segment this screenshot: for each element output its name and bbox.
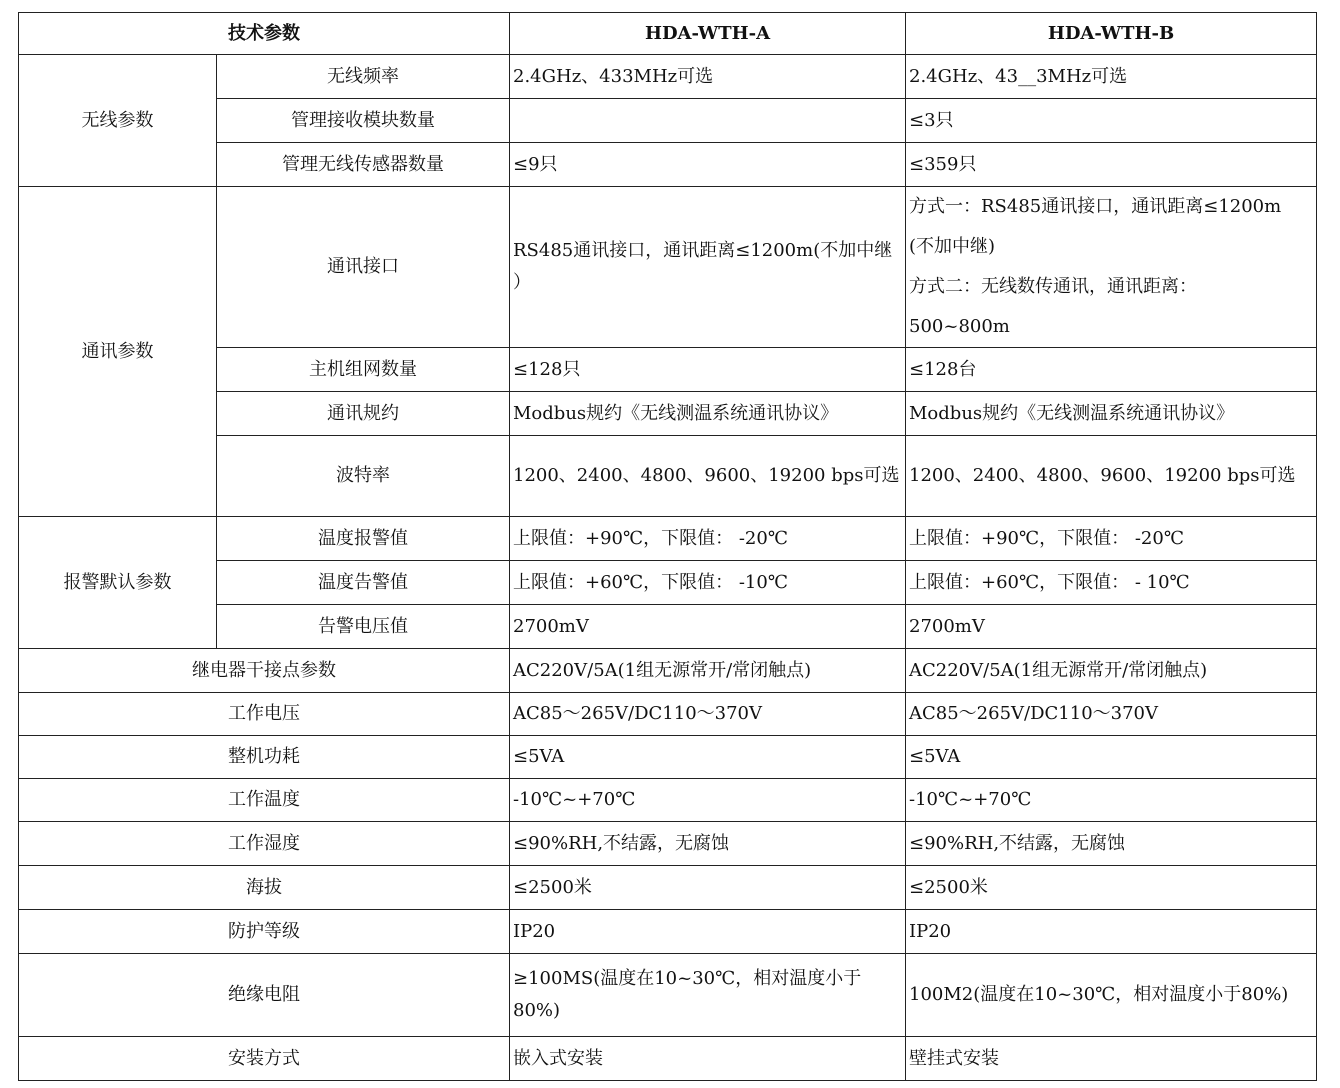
row-label: 工作电压	[19, 693, 510, 736]
table-row	[19, 779, 1317, 822]
row-label: 工作温度	[19, 779, 510, 822]
cell-a: ≤128只	[510, 348, 906, 392]
cell-a: 1200、2400、4800、9600、19200 bps可选	[510, 436, 906, 517]
cell-b: 上限值：+90℃，下限值： -20℃	[906, 517, 1317, 561]
table-row	[19, 187, 1317, 348]
row-label: 温度报警值	[217, 517, 510, 561]
group-alarm: 报警默认参数	[19, 517, 217, 649]
cell-a: 嵌入式安装	[510, 1037, 906, 1081]
table-row	[19, 866, 1317, 910]
cell-b: 上限值：+60℃，下限值： - 10℃	[906, 561, 1317, 605]
cell-a: ≥100MS(温度在10~30℃，相对温度小于80%)	[510, 954, 906, 1037]
row-label: 无线频率	[217, 55, 510, 99]
cell-b-line: 方式一：RS485通讯接口，通讯距离≤1200m	[909, 196, 1282, 217]
cell-b-line: 方式二：无线数传通讯，通讯距离：	[909, 276, 1197, 297]
table-row	[19, 517, 1317, 561]
row-label: 海拔	[19, 866, 510, 910]
cell-a: ≤9只	[510, 143, 906, 187]
row-label: 防护等级	[19, 910, 510, 954]
cell-b: 2.4GHz、43__3MHz可选	[906, 55, 1317, 99]
table-row	[19, 954, 1317, 1037]
header-param: 技术参数	[19, 13, 510, 55]
cell-b: 1200、2400、4800、9600、19200 bps可选	[906, 436, 1317, 517]
cell-b: ≤5VA	[906, 736, 1317, 779]
cell-b: ≤359只	[906, 143, 1317, 187]
table-row	[19, 1037, 1317, 1081]
group-comm: 通讯参数	[19, 187, 217, 517]
cell-a: AC85～265V/DC110～370V	[510, 693, 906, 736]
cell-b: AC220V/5A(1组无源常开/常闭触点)	[906, 649, 1317, 693]
cell-a: 上限值：+60℃，下限值： -10℃	[510, 561, 906, 605]
cell-b: AC85～265V/DC110～370V	[906, 693, 1317, 736]
cell-b: ≤3只	[906, 99, 1317, 143]
spec-table	[18, 12, 1317, 1081]
row-label: 主机组网数量	[217, 348, 510, 392]
row-label: 绝缘电阻	[19, 954, 510, 1037]
cell-b: ≤128台	[906, 348, 1317, 392]
cell-a: IP20	[510, 910, 906, 954]
cell-a: 上限值：+90℃，下限值： -20℃	[510, 517, 906, 561]
cell-b	[906, 187, 1317, 348]
cell-b: 2700mV	[906, 605, 1317, 649]
cell-b: 壁挂式安装	[906, 1037, 1317, 1081]
header-model-b: HDA-WTH-B	[906, 13, 1317, 55]
cell-b: -10℃~+70℃	[906, 779, 1317, 822]
row-label: 通讯接口	[217, 187, 510, 348]
cell-b: ≤2500米	[906, 866, 1317, 910]
cell-a: -10℃~+70℃	[510, 779, 906, 822]
cell-a: ≤90%RH,不结露，无腐蚀	[510, 822, 906, 866]
cell-b-line: 500~800m	[909, 316, 1010, 337]
table-row	[19, 55, 1317, 99]
table-row	[19, 910, 1317, 954]
cell-b: ≤90%RH,不结露，无腐蚀	[906, 822, 1317, 866]
table-row	[19, 736, 1317, 779]
cell-a: Modbus规约《无线测温系统通讯协议》	[510, 392, 906, 436]
row-label: 波特率	[217, 436, 510, 517]
row-label: 管理接收模块数量	[217, 99, 510, 143]
table-row	[19, 693, 1317, 736]
cell-b-line: (不加中继)	[909, 236, 996, 257]
header-model-a: HDA-WTH-A	[510, 13, 906, 55]
cell-a: ≤2500米	[510, 866, 906, 910]
group-wireless: 无线参数	[19, 55, 217, 187]
cell-a	[510, 99, 906, 143]
cell-a: AC220V/5A(1组无源常开/常闭触点)	[510, 649, 906, 693]
row-label: 继电器干接点参数	[19, 649, 510, 693]
row-label: 管理无线传感器数量	[217, 143, 510, 187]
table-header-row	[19, 13, 1317, 55]
cell-a: 2.4GHz、433MHz可选	[510, 55, 906, 99]
row-label: 工作湿度	[19, 822, 510, 866]
row-label: 安装方式	[19, 1037, 510, 1081]
cell-a: 2700mV	[510, 605, 906, 649]
row-label: 告警电压值	[217, 605, 510, 649]
cell-a: RS485通讯接口，通讯距离≤1200m(不加中继 ）	[510, 187, 906, 348]
cell-a: ≤5VA	[510, 736, 906, 779]
cell-b: Modbus规约《无线测温系统通讯协议》	[906, 392, 1317, 436]
table-row	[19, 822, 1317, 866]
row-label: 整机功耗	[19, 736, 510, 779]
table-row	[19, 649, 1317, 693]
cell-b: 100M2(温度在10~30℃，相对温度小于80%)	[906, 954, 1317, 1037]
cell-b: IP20	[906, 910, 1317, 954]
row-label: 温度告警值	[217, 561, 510, 605]
row-label: 通讯规约	[217, 392, 510, 436]
